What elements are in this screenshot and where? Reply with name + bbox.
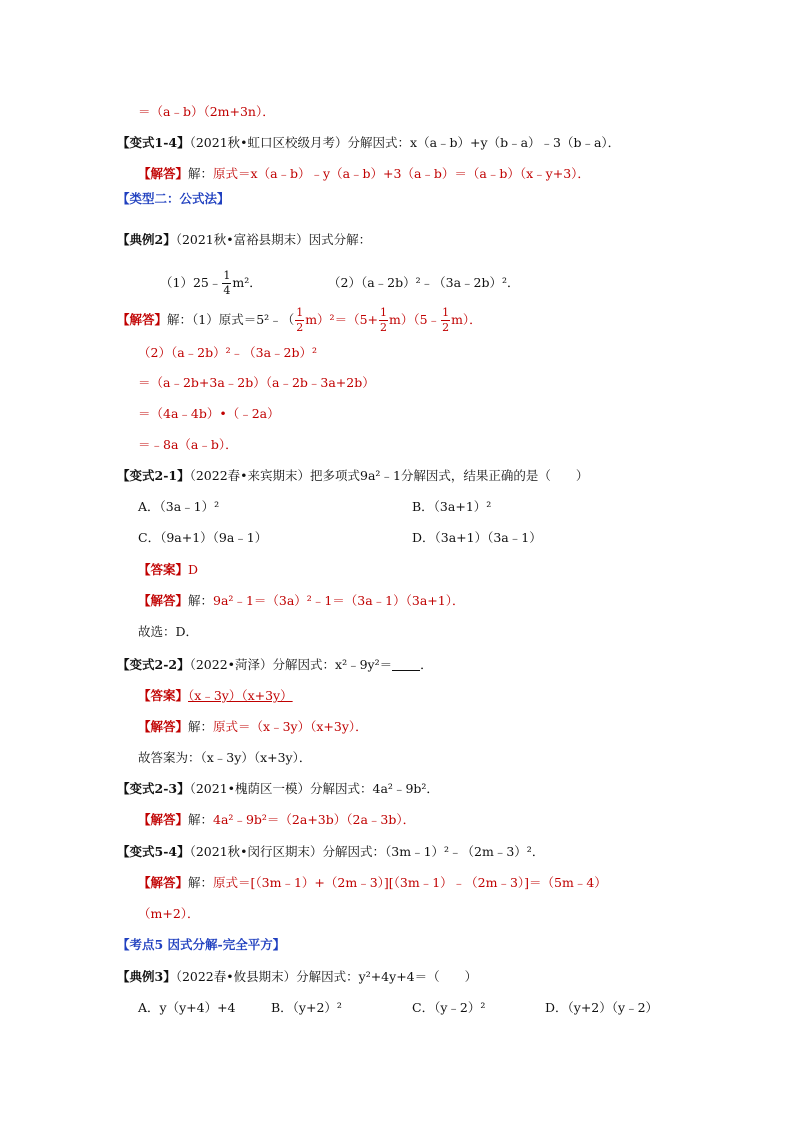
expr: （1）原式＝5²﹣（ xyxy=(192,312,295,327)
ans-tag: 【解答】 xyxy=(138,166,189,181)
jie: 解： xyxy=(188,593,214,608)
variant-2-1 xyxy=(117,467,588,485)
answer-key xyxy=(138,561,198,579)
section-heading: 【考点5 因式分解-完全平方】 xyxy=(117,937,286,952)
ans-tag: 【解答】 xyxy=(138,719,189,734)
option-c: C．（y﹣2）² xyxy=(412,1000,486,1015)
option-a: A．（3a﹣1）² xyxy=(138,499,220,514)
denominator: 4 xyxy=(223,284,231,297)
question: （2022春•攸县期末）分解因式：y²+4y+4＝（ ） xyxy=(175,969,478,984)
variant-1-4 xyxy=(117,134,620,152)
variant-2-2 xyxy=(117,656,433,674)
example-2-part-1 xyxy=(160,265,262,301)
question: （2022春•来宾期末）把多项式9a²﹣1分解因式，结果正确的是（ ） xyxy=(189,468,589,483)
question: （2021秋•闵行区期末）分解因式：（3m﹣1）²﹣（2m﹣3）²． xyxy=(189,844,545,859)
tag: 【典例2】 xyxy=(117,232,176,247)
fraction xyxy=(441,306,450,335)
tag: 【变式5-4】 xyxy=(117,844,190,859)
choose-line: 故选：D． xyxy=(138,624,199,639)
answer-line xyxy=(138,811,415,829)
numerator: 1 xyxy=(442,306,450,319)
jie: 解： xyxy=(188,812,214,827)
numerator: 1 xyxy=(380,306,387,319)
answer-text: 原式＝[（3m﹣1）+（2m﹣3）][（3m﹣1）﹣（2m﹣3）]＝（5m﹣4） xyxy=(213,875,607,890)
question: （2021秋•富裕县期末）因式分解： xyxy=(175,232,372,247)
solution-step: ＝（a﹣2b+3a﹣2b）（a﹣2b﹣3a+2b） xyxy=(138,375,375,390)
final-answer: 故答案为：（x﹣3y）（x+3y）． xyxy=(138,750,312,765)
tag: 【变式2-2】 xyxy=(117,657,190,672)
example-2-part-2: （2）（a﹣2b）²﹣（3a﹣2b）²． xyxy=(328,275,520,290)
tag: 【变式1-4】 xyxy=(117,135,190,150)
ans-tag: 【解答】 xyxy=(117,312,168,327)
answer-continuation: （m+2）． xyxy=(138,906,200,921)
question-end: ． xyxy=(420,657,433,672)
answer-line xyxy=(138,874,607,892)
answer-key xyxy=(138,687,293,705)
example-2 xyxy=(117,231,371,249)
solution-step: ＝（4a﹣4b）•（﹣2a） xyxy=(138,406,280,421)
ans-tag: 【解答】 xyxy=(138,812,189,827)
variant-5-4 xyxy=(117,843,544,861)
fraction xyxy=(379,306,388,335)
section-heading: 【类型二：公式法】 xyxy=(117,191,230,206)
denominator: 2 xyxy=(442,321,450,334)
answer-text: 原式＝x（a﹣b）﹣y（a﹣b）+3（a﹣b）＝（a﹣b）（x﹣y+3）． xyxy=(213,166,590,181)
jie: 解： xyxy=(188,166,214,181)
answer-letter: D xyxy=(188,562,199,577)
solution-step: ＝﹣8a（a﹣b）． xyxy=(138,437,238,452)
option-b: B．（3a+1）² xyxy=(412,499,492,514)
answer-text: 原式＝（x﹣3y）（x+3y）． xyxy=(213,719,368,734)
option-c: C．（9a+1）（9a﹣1） xyxy=(138,530,268,545)
denominator: 2 xyxy=(296,321,304,334)
tag: 【变式2-1】 xyxy=(117,468,190,483)
jie: 解： xyxy=(188,875,214,890)
variant-2-3 xyxy=(117,780,439,798)
fraction xyxy=(295,306,304,335)
answer-line xyxy=(138,165,590,183)
daan-tag: 【答案】 xyxy=(138,562,189,577)
answer-blank xyxy=(392,658,420,671)
expr: m）²＝（5+ xyxy=(305,312,378,327)
example-3 xyxy=(117,968,477,986)
answer-text: 9a²﹣1＝（3a）²﹣1＝（3a﹣1）（3a+1）． xyxy=(213,593,465,608)
answer-line xyxy=(138,592,464,610)
numerator: 1 xyxy=(296,306,304,319)
jie: 解： xyxy=(188,719,214,734)
tag: 【变式2-3】 xyxy=(117,781,190,796)
text-line: ＝（a﹣b）（2m+3n）． xyxy=(138,104,275,119)
answer-line xyxy=(138,718,368,736)
question: （2021•槐荫区一模）分解因式：4a²﹣9b²． xyxy=(189,781,439,796)
expr: m）（5﹣ xyxy=(389,312,441,327)
ans-tag: 【解答】 xyxy=(138,875,189,890)
ans-tag: 【解答】 xyxy=(138,593,189,608)
numerator: 1 xyxy=(223,269,231,282)
question: （2021秋•虹口区校级月考）分解因式：x（a﹣b）+y（b﹣a）﹣3（b﹣a）． xyxy=(189,135,621,150)
answer-line xyxy=(117,302,482,338)
tag: 【典例3】 xyxy=(117,969,176,984)
solution-step: （2）（a﹣2b）²﹣（3a﹣2b）² xyxy=(138,345,317,360)
expr: m²． xyxy=(232,275,262,290)
option-d: D．（3a+1）（3a﹣1） xyxy=(412,530,542,545)
option-a: A．y（y+4）+4 xyxy=(138,1000,236,1015)
denominator: 2 xyxy=(380,321,387,334)
jie: 解： xyxy=(167,312,193,327)
expr: m）． xyxy=(451,312,482,327)
option-b: B．（y+2）² xyxy=(271,1000,342,1015)
daan-tag: 【答案】 xyxy=(138,688,189,703)
option-d: D．（y+2）（y﹣2） xyxy=(545,1000,659,1015)
answer-value: （x﹣3y）（x+3y） xyxy=(188,688,293,703)
fraction xyxy=(222,269,231,298)
question: （2022•菏泽）分解因式：x²﹣9y²＝ xyxy=(189,657,393,672)
answer-text: 4a²﹣9b²＝（2a+3b）（2a﹣3b）． xyxy=(213,812,416,827)
expr: （1）25﹣ xyxy=(160,275,222,290)
